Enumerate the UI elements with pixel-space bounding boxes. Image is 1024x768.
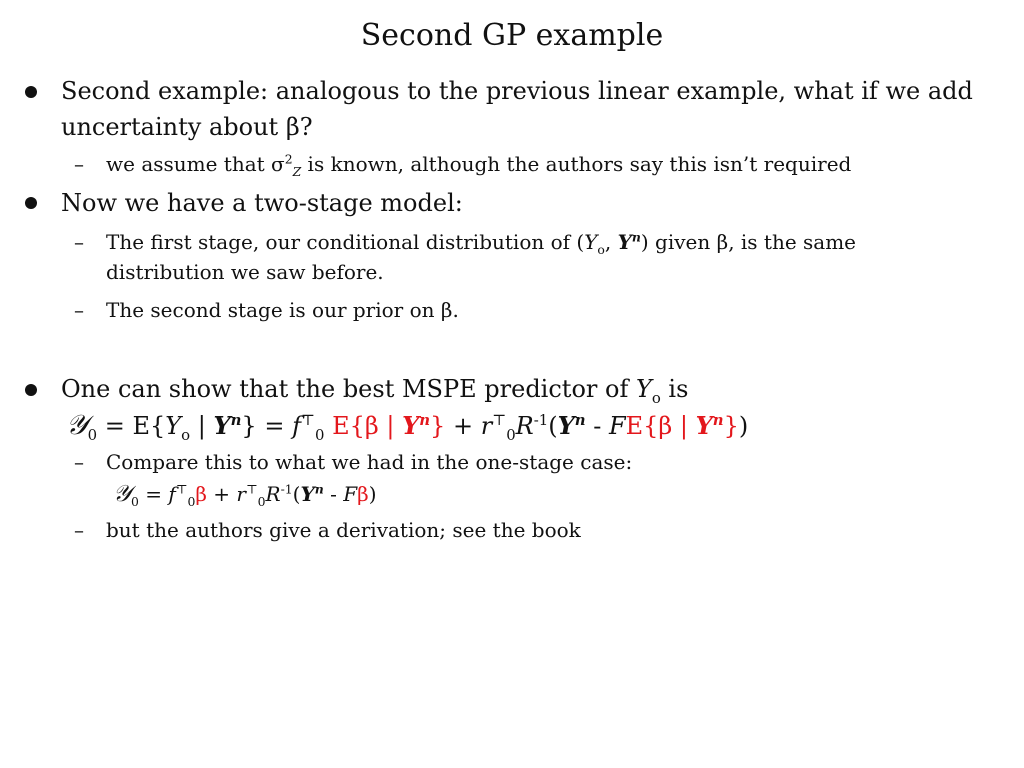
bullet-marker	[25, 197, 37, 209]
bullet-1-line-1: Second example: analogous to the previous linear example, what if we add	[61, 77, 973, 105]
bullet-marker	[25, 384, 37, 396]
bullet-marker	[25, 86, 37, 98]
slide-title: Second GP example	[360, 18, 664, 53]
bullet-3-sub-2: but the authors give a derivation; see the book	[106, 518, 581, 542]
bullet-3-text: One can show that the best MSPE predictor of $Y_o$ is	[61, 375, 689, 407]
one-stage-formula: 𝒴$_0$ = $f^⊤_0\beta + r^⊤_0R^{-1}(Y^n - F\beta)$	[113, 481, 377, 509]
dash-marker: –	[74, 152, 84, 176]
dash-marker: –	[74, 230, 84, 254]
mspe-predictor-formula: 𝒴$_0$ = $E\{Y_o$ | $Y^n\} = f^⊤_0$ E{β | $Y^n\} + r^⊤_0R^{-1}(Y^n - FE\{\beta$ | $Y^n$})	[66, 408, 749, 444]
bullet-2-sub-1-line-2: distribution we saw before.	[106, 260, 384, 284]
bullet-2-text: Now we have a two-stage model:	[61, 189, 463, 217]
bullet-2-sub-1-line-1: The first stage, our conditional distribution of ($Y_o$, $Y^n$) given β, is the same	[106, 229, 857, 257]
bullet-2-sub-2: The second stage is our prior on β.	[106, 298, 459, 322]
dash-marker: –	[74, 518, 84, 542]
bullet-1-sub-1: we assume that $\sigma^2_Z$ is known, although the authors say this isn’t required	[106, 151, 852, 179]
bullet-3-sub-1: Compare this to what we had in the one-stage case:	[106, 450, 633, 474]
bullet-1-line-2: uncertainty about β?	[61, 113, 313, 141]
dash-marker: –	[74, 298, 84, 322]
dash-marker: –	[74, 450, 84, 474]
